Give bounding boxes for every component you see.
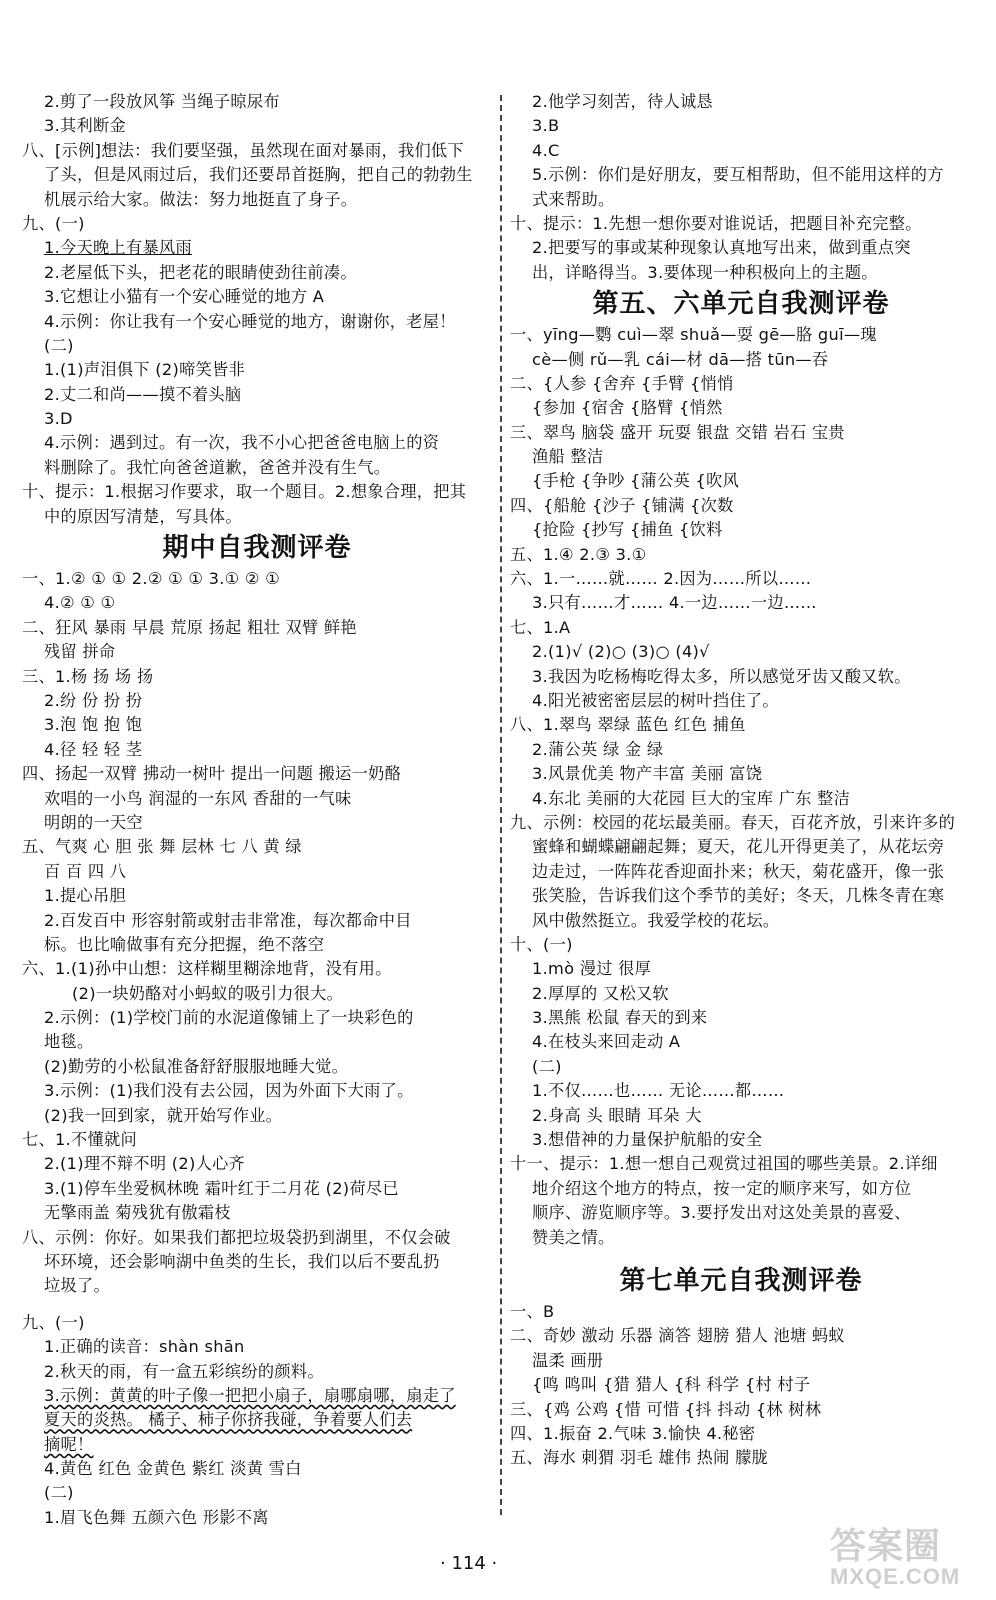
answer-line: 残留 拼命 — [44, 642, 116, 662]
answer-line: 十、(一) — [510, 934, 573, 954]
answer-line: 三、翠鸟 脑袋 盛开 玩耍 银盘 交错 岩石 宝贵 — [510, 422, 845, 442]
answer-line: (2)一块奶酪对小蚂蚁的吸引力很大。 — [72, 983, 344, 1003]
watermark-text: 答案圈 — [830, 1525, 942, 1566]
answer-line: 2.把要写的事或某种现象认真地写出来，做到重点突 — [532, 238, 911, 258]
answer-line: 地毯。 — [44, 1032, 94, 1052]
answer-line: 3.风景优美 物产丰富 美丽 富饶 — [532, 764, 763, 784]
answer-line: 风中傲然挺立。我爱学校的花坛。 — [532, 910, 780, 930]
answer-line: 九、(一) — [22, 213, 85, 233]
answer-line: 顺序、游览顺序等。3.要抒发出对这处美景的喜爱、 — [532, 1203, 911, 1223]
answer-line: 料删除了。我忙向爸爸道歉，爸爸并没有生气。 — [44, 457, 391, 477]
section-title: 第七单元自我测评卷 — [619, 1265, 863, 1296]
answer-line: 四、{船舱 {沙子 {铺满 {次数 — [510, 495, 734, 515]
answer-line: 4.在枝头来回走动 A — [532, 1032, 681, 1052]
section-gap — [510, 1250, 972, 1262]
answer-line: 3.B — [532, 116, 560, 136]
answer-line: (二) — [44, 335, 74, 355]
answer-line: 五、1.④ 2.③ 3.① — [510, 544, 647, 564]
answer-line: 八、示例：你好。如果我们都把垃圾袋扔到湖里，不仅会破 — [22, 1227, 451, 1247]
answer-line: 九、示例：校园的花坛最美丽。春天，百花齐放，引来许多的 — [510, 812, 956, 832]
answer-line: 地介绍这个地方的特点，按一定的顺序来写，如方位 — [532, 1178, 912, 1198]
answer-line: 垃圾了。 — [44, 1276, 110, 1296]
answer-line: 二、奇妙 激动 乐器 滴答 翅膀 猎人 池塘 蚂蚁 — [510, 1326, 845, 1346]
answer-line: 2.纷 份 扮 扮 — [44, 690, 143, 710]
watermark-url: MXQE.COM — [830, 1564, 961, 1589]
answer-line: 百 百 四 八 — [44, 861, 127, 881]
answer-line: 3.泡 饱 抱 饱 — [44, 715, 143, 735]
answer-line: 2.丈二和尚——摸不着头脑 — [44, 384, 242, 404]
answer-line: 4.黄色 红色 金黄色 紫红 淡黄 雪白 — [44, 1459, 302, 1479]
answer-line: 3.我因为吃杨梅吃得太多，所以感觉牙齿又酸又软。 — [532, 666, 911, 686]
answer-line: 十、提示：1.先想一想你要对谁说话，把题目补充完整。 — [510, 213, 922, 233]
answer-line: 标。也比喻做事有充分把握，绝不落空 — [44, 934, 325, 954]
answer-line: 4.示例：遇到过。有一次，我不小心把爸爸电脑上的资 — [44, 433, 440, 453]
answer-line: 1.眉飞色舞 五颜六色 形影不离 — [44, 1507, 269, 1527]
answer-line: 六、1.一……就…… 2.因为……所以…… — [510, 569, 812, 589]
answer-line: 七、1.不懂就问 — [22, 1130, 137, 1150]
answer-line: 八、1.翠鸟 翠绿 蓝色 红色 捕鱼 — [510, 715, 746, 735]
answer-line: 明朗的一天空 — [44, 812, 143, 832]
answer-line: 四、1.振奋 2.气味 3.愉快 4.秘密 — [510, 1423, 756, 1443]
answer-line: 3.示例：黄黄的叶子像一把把小扇子，扇哪扇哪，扇走了 — [44, 1385, 456, 1405]
answer-line: 2.百发百中 形容射箭或射击非常准，每次都命中目 — [44, 910, 412, 930]
answer-line: 一、B — [510, 1301, 555, 1321]
answer-line: 五、海水 刺猬 羽毛 雄伟 热闹 朦胧 — [510, 1448, 769, 1468]
answer-line: 3.想借神的力量保护航船的安全 — [532, 1130, 763, 1150]
answer-line: 2.身高 头 眼睛 耳朵 大 — [532, 1105, 702, 1125]
answer-line: 八、[示例]想法：我们要坚强，虽然现在面对暴雨，我们低下 — [22, 140, 464, 160]
answer-line: 坏环境，还会影响湖中鱼类的生长，我们以后不要乱扔 — [44, 1251, 440, 1271]
answer-line: 张笑脸，告诉我们这个季节的美好；冬天，几株冬青在寒 — [532, 886, 945, 906]
answer-line: 二、{人参 {舍弃 {手臂 {悄悄 — [510, 373, 734, 393]
section-gap — [22, 1299, 492, 1311]
answer-line: 2.蒲公英 绿 金 绿 — [532, 739, 664, 759]
answer-line: 三、1.杨 扬 场 扬 — [22, 666, 154, 686]
answer-line: 3.黑熊 松鼠 春天的到来 — [532, 1008, 708, 1028]
answer-line: (2)我一回到家，就开始写作业。 — [44, 1105, 283, 1125]
answer-line: 2.(1)√ (2)○ (3)○ (4)√ — [532, 642, 710, 662]
answer-line: 4.示例：你让我有一个安心睡觉的地方，谢谢你，老屋！ — [44, 311, 456, 331]
answer-line: 一、yīng—鹦 cuì—翠 shuǎ—耍 gē—胳 guī—瑰 — [510, 325, 877, 345]
answer-line: 摘呢！ — [44, 1434, 94, 1454]
answer-line: 4.② ① ① — [44, 593, 116, 613]
answer-line: 2.老屋低下头，把老花的眼睛使劲往前凑。 — [44, 262, 357, 282]
answer-line: 了头，但是风雨过后，我们还要昂首挺胸，把自己的勃勃生 — [44, 165, 473, 185]
answer-line: 六、1.(1)孙中山想：这样糊里糊涂地背，没有用。 — [22, 959, 392, 979]
answer-line: (二) — [532, 1056, 562, 1076]
answer-line: 四、扬起一双臂 拂动一树叶 提出一问题 搬运一奶酪 — [22, 764, 402, 784]
right-column — [510, 90, 972, 1471]
answer-line: 3.D — [44, 409, 73, 429]
section-title: 期中自我测评卷 — [162, 533, 352, 564]
answer-line: 4.阳光被密密层层的树叶挡住了。 — [532, 690, 779, 710]
answer-line: 二、狂风 暴雨 早晨 荒原 扬起 粗壮 双臂 鲜艳 — [22, 617, 357, 637]
answer-line: 3.示例：(1)我们没有去公园，因为外面下大雨了。 — [44, 1081, 414, 1101]
answer-line: 欢唱的一小鸟 润湿的一东风 香甜的一气味 — [44, 788, 352, 808]
answer-line: 一、1.② ① ① 2.② ① ① 3.① ② ① — [22, 569, 280, 589]
answer-line: 1.提心吊胆 — [44, 886, 126, 906]
watermark-logo — [830, 1527, 980, 1595]
answer-line: 渔船 整洁 — [532, 447, 604, 467]
answer-line: 1.mò 漫过 很厚 — [532, 959, 652, 979]
answer-line: 出，详略得当。3.要体现一种积极向上的主题。 — [532, 262, 878, 282]
section-title: 第五、六单元自我测评卷 — [592, 289, 890, 320]
answer-line: 1.正确的读音：shàn shān — [44, 1337, 245, 1357]
answer-line: cè—侧 rǔ—乳 cái—材 dā—搭 tūn—吞 — [532, 349, 829, 369]
answer-line: 五、气爽 心 胆 张 舞 层林 七 八 黄 绿 — [22, 837, 302, 857]
answer-line: 3.只有……才…… 4.一边……一边…… — [532, 593, 817, 613]
left-column — [22, 90, 492, 1530]
answer-line: 无擎雨盖 菊残犹有傲霜枝 — [44, 1203, 231, 1223]
answer-line: {参加 {宿舍 {胳臂 {悄然 — [532, 398, 723, 418]
answer-line: 十一、提示：1.想一想自己观赏过祖国的哪些美景。2.详细 — [510, 1154, 938, 1174]
answer-line: 4.C — [532, 140, 560, 160]
answer-line: 机展示给大家。做法：努力地挺直了身子。 — [44, 189, 358, 209]
answer-line: (2)勤劳的小松鼠准备舒舒服服地睡大觉。 — [44, 1056, 349, 1076]
answer-line: 2.示例：(1)学校门前的水泥道像铺上了一块彩色的 — [44, 1008, 414, 1028]
answer-line: 2.(1)理不辩不明 (2)人心齐 — [44, 1154, 246, 1174]
answer-line: 3.其利断金 — [44, 116, 126, 136]
page-number: · 114 · — [440, 1553, 498, 1574]
answer-line: 2.剪了一段放风筝 当绳子晾尿布 — [44, 92, 280, 111]
answer-line: 2.秋天的雨，有一盒五彩缤纷的颜料。 — [44, 1361, 324, 1381]
answer-line: 1.不仅……也…… 无论……都…… — [532, 1081, 785, 1101]
answer-line: (二) — [44, 1483, 74, 1503]
answer-line: 三、{鸡 公鸡 {惜 可惜 {抖 抖动 {林 树林 — [510, 1399, 822, 1419]
answer-line: 中的原因写清楚，写具体。 — [44, 506, 242, 526]
answer-line: 十、提示：1.根据习作要求，取一个题目。2.想象合理，把其 — [22, 482, 467, 502]
answer-line: 4.东北 美丽的大花园 巨大的宝库 广东 整洁 — [532, 788, 851, 808]
answer-line: 温柔 画册 — [532, 1350, 604, 1370]
answer-line: 3.它想让小猫有一个安心睡觉的地方 A — [44, 287, 325, 307]
answer-line: 夏天的炎热。 橘子、柿子你挤我碰，争着要人们去 — [44, 1410, 413, 1430]
answer-line: 边走过，一阵阵花香迎面扑来；秋天，菊花盛开，像一张 — [532, 861, 945, 881]
answer-line: 2.他学习刻苦，待人诚恳 — [532, 92, 713, 111]
answer-line: {鸣 鸣叫 {猎 猎人 {科 科学 {村 村子 — [532, 1375, 811, 1395]
answer-line: 蜜蜂和蝴蝶翩翩起舞；夏天，花儿开得更美了，从花坛旁 — [532, 837, 945, 857]
answer-line: 式来帮助。 — [532, 189, 615, 209]
answer-line: 5.示例：你们是好朋友，要互相帮助，但不能用这样的方 — [532, 165, 944, 185]
column-divider — [500, 95, 502, 1515]
answer-line: 七、1.A — [510, 617, 571, 637]
answer-line: 3.(1)停车坐爱枫林晚 霜叶红于二月花 (2)荷尽已 — [44, 1178, 399, 1198]
answer-line: 九、(一) — [22, 1312, 85, 1332]
answer-line: {手枪 {争吵 {蒲公英 {吹风 — [532, 471, 740, 491]
answer-line: 赞美之情。 — [532, 1227, 615, 1247]
answer-line: 2.厚厚的 又松又软 — [532, 983, 669, 1003]
answer-line: {抢险 {抄写 {捕鱼 {饮料 — [532, 520, 723, 540]
answer-line: 4.径 轻 轻 茎 — [44, 739, 143, 759]
answer-line: 1.(1)声泪俱下 (2)啼笑皆非 — [44, 360, 246, 380]
answer-line: 1.今天晚上有暴风雨 — [44, 238, 192, 258]
